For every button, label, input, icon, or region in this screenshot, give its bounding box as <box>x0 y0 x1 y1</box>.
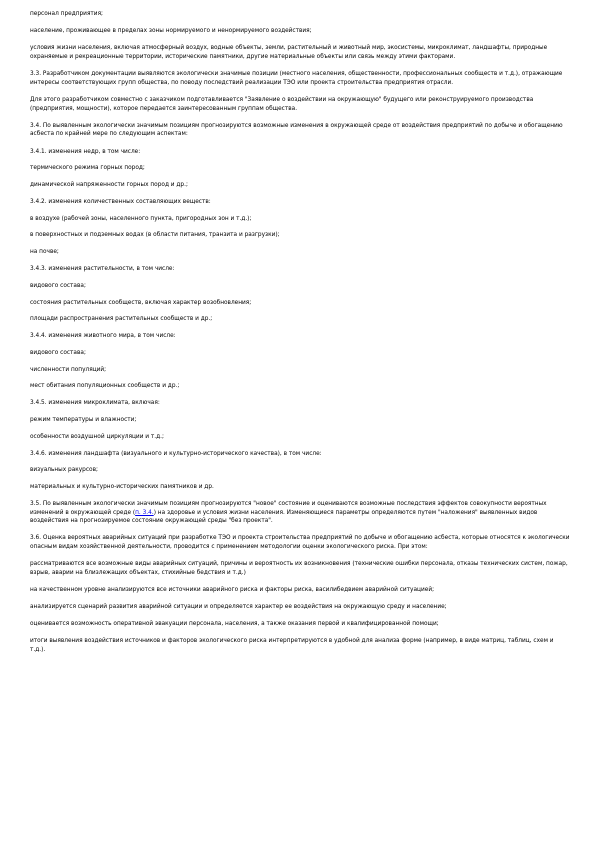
paragraph: на почве; <box>30 249 59 256</box>
paragraph: материальных и культурно-исторических памятников и др. <box>30 484 214 491</box>
paragraph: мест обитания популяционных сообществ и др.; <box>30 383 180 390</box>
paragraph: Для этого разработчиком совместно с заказчиком подготавливается "Заявление о воздействии на окружающую" будущего или реконструируемого производства (предприятия, мощности), которое передается заинтересованным группам общества. <box>30 96 534 112</box>
paragraph: термического режима горных пород; <box>30 165 145 172</box>
paragraph-3-5 <box>30 500 570 526</box>
paragraph: численности популяций; <box>30 366 107 373</box>
paragraph: в поверхностных и подземных водах (в области питания, транзита и разгрузки); <box>30 232 280 239</box>
paragraph: оценивается возможность оперативной эвакуации персонала, населения, а также оказания первой и квалифицированной помощи; <box>30 621 439 628</box>
paragraph: режим температуры и влажности; <box>30 417 137 423</box>
document-page <box>30 10 570 663</box>
paragraph: в воздухе (рабочей зоны, населенного пункта, пригородных зон и т.д.); <box>30 215 252 222</box>
paragraph: население, проживающее в пределах зоны нормируемого и ненормируемого воздействия; <box>30 28 312 35</box>
paragraph: 3.4.1. изменения недр, в том числе: <box>30 148 141 155</box>
paragraph: на качественном уровне анализируются все источники аварийного риска и факторы риска, василибедвием аварийной ситуацией; <box>30 586 435 593</box>
paragraph: 3.4.3. изменения растительности, в том числе: <box>30 265 175 272</box>
paragraph: 3.4.2. изменения количественных составляющих веществ: <box>30 198 211 205</box>
paragraph: видового состава; <box>30 349 86 356</box>
paragraph: 3.3. Разработчиком документации выявляются экологически значимые позиции (местного населения, общественности, профессиональных сообществ и т.д.), отражающие интересы соответствующих групп общества, по поводу последствий реализации ТЭО или проекта строительства предприятия отрасли. <box>30 71 563 86</box>
paragraph-text: ) на здоровье и условия жизни населения. Изменяющиеся параметры определяются путем "наложения" выявленных видов воздействия на прогнозируемое состояние окружающей среды "без проекта". <box>30 509 538 525</box>
paragraph: видового состава; <box>30 282 86 289</box>
paragraph: рассматриваются все возможные виды аварийных ситуаций, причины и вероятность их возникновения (технические ошибки персонала, отказы технических систем, пожар, взрыв, аварии на близлежащих объектах, стихийные бедствия и т.д.) <box>30 561 568 576</box>
paragraph: визуальных ракурсов; <box>30 467 98 474</box>
paragraph: динамической напряженности горных пород и др.; <box>30 182 188 189</box>
paragraph: 3.4.6. изменения ландшафта (визуального и культурно-исторического качества), в том числе: <box>30 450 322 457</box>
paragraph: 3.4.4. изменения животного мира, в том числе: <box>30 333 176 340</box>
paragraph-text: 3.5. По выявленным экологически значимым позициям прогнозируются "новое" состояние и оцениваются возможные последствия эффектов совокупности вероятных изменений в окружающей среде ( <box>30 500 547 516</box>
paragraph: персонал предприятия; <box>30 11 104 17</box>
paragraph: состояния растительных сообществ, включая характер возобновления; <box>30 299 252 306</box>
paragraph: 3.6. Оценка вероятных аварийных ситуаций при разработке ТЭО и проекта строительства предприятий по добыче и обогащению асбеста, которые относятся к экологически опасным видам хозяйственной деятельности, проводится с применением методологии оценки экологического риска. При этом: <box>30 535 570 550</box>
paragraph: 3.4. По выявленным экологически значимым позициям прогнозируются возможные изменения в окружающей среде от воздействия предприятий по добыче и обогащению асбеста по крайней мере по следующим аспектам: <box>30 122 563 138</box>
paragraph: особенности воздушной циркуляции и т.д.; <box>30 433 164 440</box>
paragraph: итоги выявления воздействия источников и факторов экологического риска интерпретируются в удобной для анализа форме (например, в виде матриц, таблиц, схем и т.д.). <box>30 638 554 653</box>
section-3-4-link[interactable]: п. 3.4. <box>135 509 154 516</box>
paragraph: площади распространения растительных сообществ и др.; <box>30 316 213 323</box>
paragraph: 3.4.5. изменения микроклимата, включая: <box>30 400 160 407</box>
paragraph: условия жизни населения, включая атмосферный воздух, водные объекты, земли, растительный и животный мир, экосистемы, микроклимат, ландшафты, природные охраняемые и рекреационные территории, исторические памятники, другие материальные объекты или связь между этими факторами. <box>30 45 548 60</box>
paragraph: анализируется сценарий развития аварийной ситуации и определяется характер ее воздействия на окружающую среду и население; <box>30 604 447 611</box>
